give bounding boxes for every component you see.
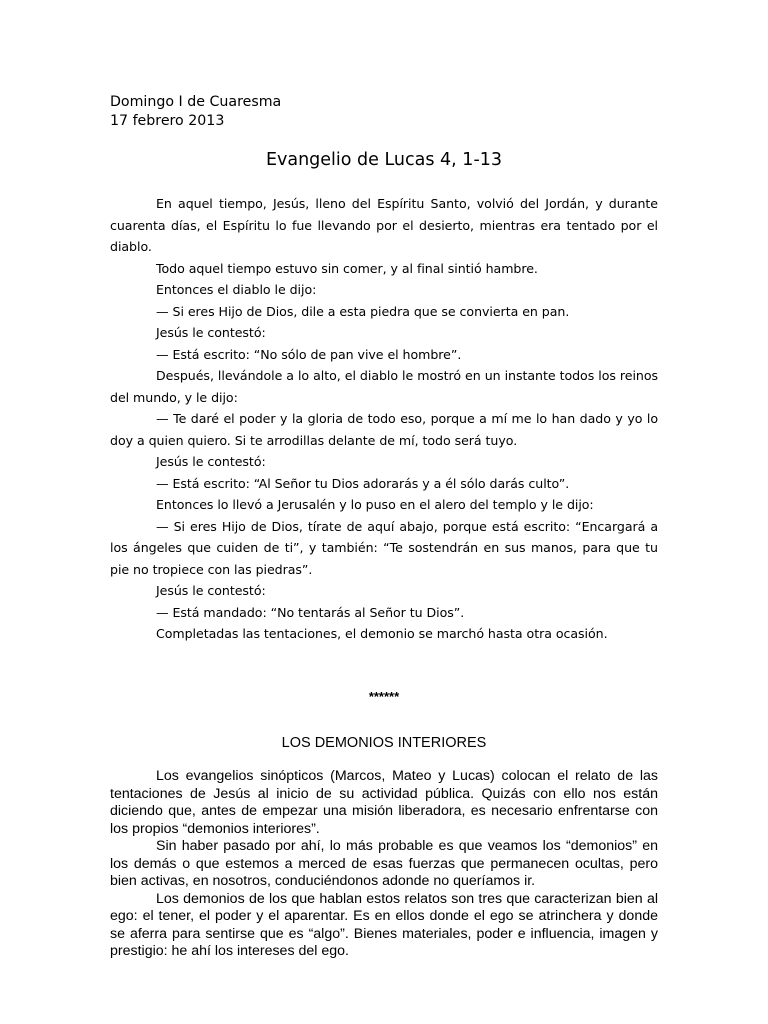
section-separator: ****** — [368, 689, 400, 704]
gospel-paragraph: — Te daré el poder y la gloria de todo eso, porque a mí me lo han dado y yo lo doy a quien quiero. Si te arrodillas delante de mí, todo será tuyo. — [110, 411, 658, 448]
gospel-paragraph: — Está mandado: “No tentarás al Señor tu Dios”. — [156, 604, 465, 620]
commentary-paragraph: Los evangelios sinópticos (Marcos, Mateo y Lucas) colocan el relato de las tentaciones de Jesús al inicio de su actividad pública. Quizás con ello nos están diciendo que, antes de empezar una misión liberadora, es necesario enfrentarse con los propios “demonios interiores”. — [110, 768, 658, 837]
gospel-paragraph: Entonces lo llevó a Jerusalén y lo puso en el alero del templo y le dijo: — [156, 497, 594, 512]
gospel-paragraph: — Si eres Hijo de Dios, tírate de aquí abajo, porque está escrito: “Encargará a los ángeles que cuiden de ti”, y también: “Te sostendrán en sus manos, para que tu pie no tropiece con las piedras”. — [110, 518, 658, 577]
gospel-paragraph: Jesús le contestó: — [156, 454, 266, 469]
gospel-paragraph: — Está escrito: “Al Señor tu Dios adorarás y a él sólo darás culto”. — [156, 475, 570, 491]
gospel-paragraph: Entonces el diablo le dijo: — [156, 282, 317, 297]
gospel-paragraph: Todo aquel tiempo estuvo sin comer, y al final sintió hambre. — [156, 260, 538, 276]
gospel-paragraph: Completadas las tentaciones, el demonio se marchó hasta otra ocasión. — [156, 626, 608, 641]
gospel-title: Evangelio de Lucas 4, 1-13 — [265, 150, 503, 170]
gospel-paragraph: Después, llevándole a lo alto, el diablo le mostró en un instante todos los reinos del mundo, y le dijo: — [110, 368, 658, 405]
gospel-paragraph: Jesús le contestó: — [156, 583, 266, 598]
commentary-paragraph: Sin haber pasado por ahí, lo más probable es que veamos los “demonios” en los demás o que estemos a merced de esas fuerzas que permanecen ocultas, pero bien activas, en nosotros, conduciéndonos adonde no queríamos ir. — [110, 838, 658, 889]
commentary-text — [110, 768, 658, 961]
gospel-paragraph: En aquel tiempo, Jesús, lleno del Espíritu Santo, volvió del Jordán, y durante cuarenta días, el Espíritu lo fue llevando por el desierto, mientras era tentado por el diablo. — [110, 196, 658, 254]
liturgical-day: Domingo I de Cuaresma — [110, 94, 282, 110]
commentary-paragraph: Los demonios de los que hablan estos relatos son tres que caracterizan bien al ego: el tener, el poder y el aparentar. Es en ellos donde el ego se atrinchera y donde se aferra para sentirse que es “algo”. Bienes materiales, poder e influencia, imagen y prestigio: he ahí los intereses del ego. — [110, 890, 658, 959]
document-date: 17 febrero 2013 — [110, 113, 225, 129]
gospel-paragraph: — Si eres Hijo de Dios, dile a esta piedra que se convierta en pan. — [156, 303, 570, 319]
gospel-paragraph: — Está escrito: “No sólo de pan vive el hombre”. — [156, 346, 462, 362]
document-header — [110, 93, 281, 131]
gospel-paragraph: Jesús le contestó: — [156, 325, 266, 340]
commentary-title: LOS DEMONIOS INTERIORES — [281, 735, 487, 751]
gospel-text — [110, 193, 658, 645]
